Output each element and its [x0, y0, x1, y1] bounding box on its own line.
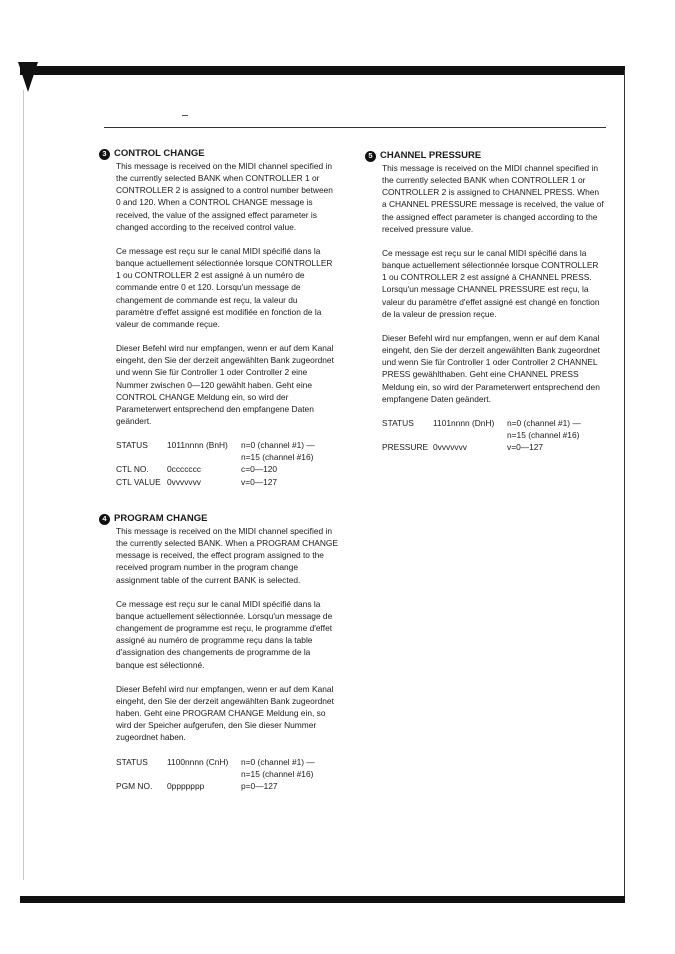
section-title: CONTROL CHANGE [114, 148, 205, 159]
paragraph-german: Dieser Befehl wird nur empfangen, wenn er auf dem Kanal eingeht, den Sie der derzeit angewählten Bank zugeordnet und wenn Sie für Controller 1 oder Controller 2 eine Nummer zwischen 0—120 gewählt haben. Geht eine CONTROL CHANGE Meldung ein, so wird der Parameterwert entsprechend den empfangene Daten geändert. [116, 343, 334, 426]
section-title: CHANNEL PRESSURE [380, 150, 482, 161]
param-row [116, 768, 343, 780]
param-row [116, 439, 343, 451]
frame-bottom-bar [20, 896, 625, 903]
paragraph-english: This message is received on the MIDI channel specified in the currently selected BANK when CONTROLLER 1 or CONTROLLER 2 is assigned to a control number between 0 and 120. When a CONTROL CHANGE message is received, the value of the assigned effect parameter is changed according to the received control value. [116, 161, 333, 232]
param-code: 0vvvvvvv [167, 476, 201, 487]
param-code: 1100nnnn (CnH) [167, 756, 229, 767]
param-label: PRESSURE [382, 442, 429, 453]
section-channel-pressure [369, 150, 609, 453]
param-code: 0ppppppp [167, 780, 205, 791]
paragraph-english: This message is received on the MIDI channel specified in the currently selected BANK. When a PROGRAM CHANGE message is received, the effect program assigned to the received program number in the program change assignment table of the current BANK is selected. [116, 526, 339, 585]
param-code: 0ccccccc [167, 464, 201, 475]
paragraph-german: Dieser Befehl wird nur empfangen, wenn er auf dem Kanal eingeht, den Sie der derzeit angewählten Bank zugeordnet und wenn Sie für Controller 1 oder Controller 2 CHANNEL PRESS gewählthaben. Geht eine CHANNEL PRESS Meldung ein, so wird der Parameterwert entsprechend den empfangene Daten geändert. [382, 332, 600, 404]
section-number-badge: 5 [365, 151, 376, 162]
param-range: n=0 (channel #1) — [241, 756, 315, 767]
message-format-table [116, 439, 343, 488]
param-code: 1101nnnn (DnH) [433, 417, 495, 428]
param-range: v=0—127 [241, 476, 278, 487]
section-heading [365, 150, 609, 162]
param-range: n=0 (channel #1) — [241, 440, 315, 451]
section-program-change [103, 513, 343, 792]
section-number-badge: 3 [99, 149, 110, 160]
param-label: CTL VALUE [116, 476, 161, 487]
param-range: v=0—127 [507, 442, 544, 453]
frame-top-bar [20, 66, 625, 75]
param-code: 0vvvvvvv [433, 442, 467, 453]
stray-mark [182, 115, 188, 116]
param-range: p=0—127 [241, 780, 278, 791]
paragraph-english: This message is received on the MIDI channel specified in the currently selected BANK when CONTROLLER 1 or CONTROLLER 2 is assigned to CHANNEL PRESS. When a CHANNEL PRESSURE message is received, the value of the assigned effect parameter is changed according to the received pressure value. [382, 163, 604, 234]
param-row [116, 451, 343, 463]
param-label: PGM NO. [116, 780, 153, 791]
message-format-table [116, 756, 343, 792]
param-row [382, 417, 609, 429]
frame-left-line [23, 90, 24, 880]
param-label: STATUS [382, 417, 414, 428]
param-range: n=15 (channel #16) [241, 452, 314, 463]
paragraph-french: Ce message est reçu sur le canal MIDI spécifié dans la banque actuellement sélectionnée lorsque CONTROLLER 1 ou CONTROLLER 2 est assigné à un numéro de commande entre 0 et 120. Lorsqu'un message de changement de commande est reçu, la valeur du paramètre d'effet assigné est modifiée en fonction de la valeur de commande reçue. [116, 245, 333, 329]
section-heading [99, 513, 343, 525]
param-row [382, 429, 609, 441]
section-number-badge: 4 [99, 514, 110, 525]
paragraph-french: Ce message est reçu sur le canal MIDI spécifié dans la banque actuellement sélectionnée. Lorsqu'un message de changement de programme est reçu, le programme d'effet assigné au numéro de programme reçu dans la table d'assignation des changements de programme de la banque est sélectionné. [116, 598, 333, 670]
param-code: 1011nnnn (BnH) [167, 440, 228, 451]
param-row [116, 463, 343, 475]
message-format-table [382, 417, 609, 453]
param-range: n=0 (channel #1) — [507, 417, 581, 428]
param-label: CTL NO. [116, 464, 149, 475]
param-row [116, 780, 343, 792]
param-row [116, 756, 343, 768]
param-row [382, 441, 609, 453]
frame-right-line [624, 70, 625, 900]
section-control-change [103, 148, 343, 488]
param-range: n=15 (channel #16) [241, 768, 314, 779]
param-label: STATUS [116, 440, 148, 451]
paragraph-german: Dieser Befehl wird nur empfangen, wenn er auf dem Kanal eingeht, den Sie der derzeit angewählten Bank zugeordnet haben. Geht eine PROGRAM CHANGE Meldung ein, so wird der Speicher aufgerufen, den Sie dieser Nummer zugeordnet haben. [116, 683, 334, 743]
param-row [116, 476, 343, 488]
section-heading [99, 148, 343, 160]
param-range: c=0—120 [241, 464, 278, 475]
header-rule [104, 127, 606, 128]
param-label: STATUS [116, 756, 148, 767]
section-title: PROGRAM CHANGE [114, 513, 208, 524]
paragraph-french: Ce message est reçu sur le canal MIDI spécifié dans la banque actuellement sélectionnée lorsque CONTROLLER 1 ou CONTROLLER 2 est assigné à CHANNEL PRESS. Lorsqu'un message CHANNEL PRESSURE est reçu, la valeur du paramètre d'effet assigné est changé en fonction de la valeur de pression reçue. [382, 247, 600, 319]
param-range: n=15 (channel #16) [507, 429, 580, 440]
